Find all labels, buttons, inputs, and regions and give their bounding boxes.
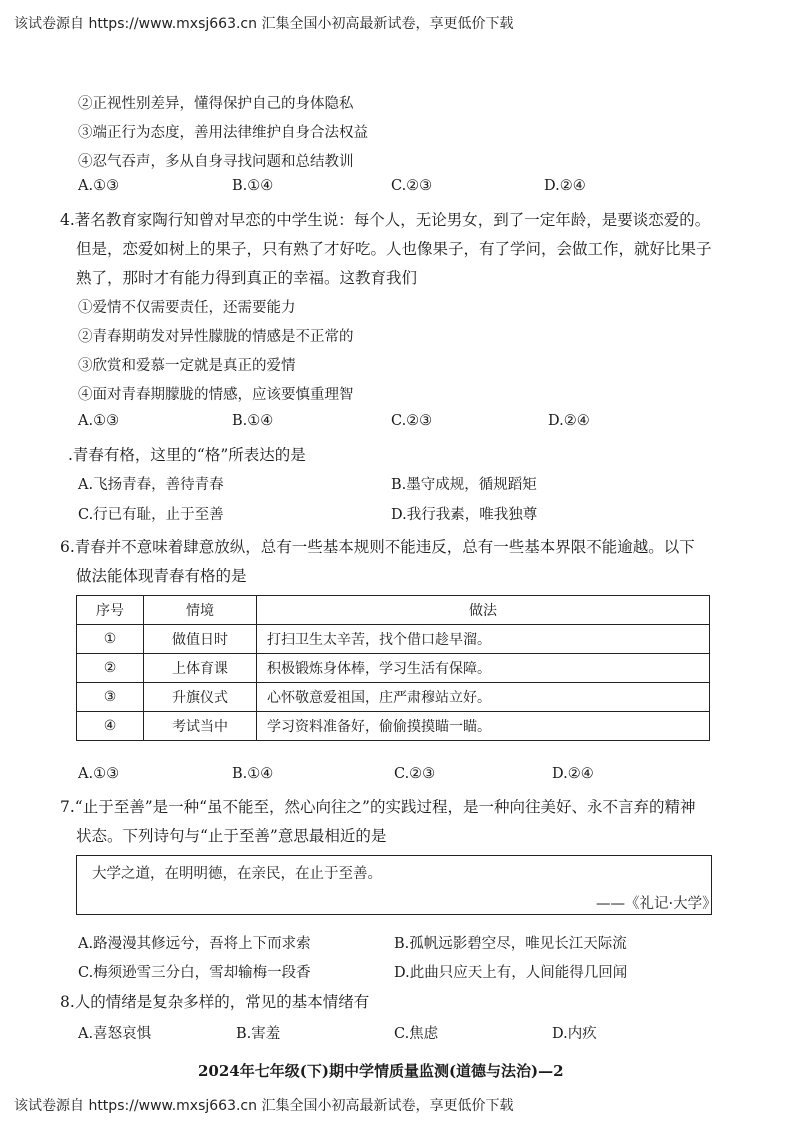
q4-stem-line-2: 但是，恋爱如树上的果子，只有熟了才好吃。人也像果子，有了学问，会做工作，就好比果子 [76,240,712,258]
q4-option-b[interactable]: B.①④ [232,413,274,429]
q6-option-d[interactable]: D.②④ [552,766,594,782]
situation-table [76,595,710,741]
q3-item-2: ②正视性别差异，懂得保护自己的身体隐私 [78,96,354,112]
q8-option-d[interactable]: D.内疚 [552,1026,597,1042]
header-practice: 做法 [257,596,710,625]
bottom-banner: 该试卷源自 https://www.mxsj663.cn 汇集全国小初高最新试卷，享更低价下载 [14,1098,514,1114]
q3-option-b[interactable]: B.①④ [232,178,274,194]
q4-item-2: ②青春期萌发对异性朦胧的情感是不正常的 [78,329,354,345]
q4-item-3: ③欣赏和爱慕一定就是真正的爱情 [78,358,296,374]
q7-option-d[interactable]: D.此曲只应天上有，人间能得几回闻 [394,965,628,981]
row-situation: 升旗仪式 [144,683,257,712]
row-number: ③ [77,683,144,712]
row-practice: 积极锻炼身体棒，学习生活有保障。 [257,654,710,683]
q7-option-b[interactable]: B.孤帆远影碧空尽，唯见长江天际流 [394,936,627,952]
q5-option-c[interactable]: C.行已有耻，止于至善 [78,507,224,523]
q4-item-1: ①爱情不仅需要责任，还需要能力 [78,300,296,316]
q4-option-a[interactable]: A.①③ [78,413,120,429]
row-practice: 心怀敬意爱祖国，庄严肃穆站立好。 [257,683,710,712]
row-practice: 学习资料准备好，偷偷摸摸瞄一瞄。 [257,712,710,741]
q3-option-a[interactable]: A.①③ [78,178,120,194]
q8-option-a[interactable]: A.喜怒哀惧 [78,1026,152,1042]
row-situation: 考试当中 [144,712,257,741]
header-situation: 情境 [144,596,257,625]
row-situation: 做值日时 [144,625,257,654]
q4-item-4: ④面对青春期朦胧的情感，应该要慎重理智 [78,387,354,403]
q7-option-a[interactable]: A.路漫漫其修远兮，吾将上下而求索 [78,936,311,952]
quote-text: 大学之道，在明明德，在亲民，在止于至善。 [92,866,382,882]
row-number: ① [77,625,144,654]
quote-source: ——《礼记·大学》 [596,896,717,912]
q5-option-a[interactable]: A.飞扬青春，善待青春 [78,477,224,493]
q5-stem: .青春有格，这里的“格”所表达的是 [68,446,306,464]
q7-stem-line-1: 7.“止于至善”是一种“虽不能至，然心向往之”的实践过程，是一种向往美好、永不言弃的精神 [60,798,696,816]
page-footer-title: 2024年七年级(下)期中学情质量监测(道德与法治)—2 [198,1062,564,1080]
row-number: ② [77,654,144,683]
q3-option-d[interactable]: D.②④ [544,178,586,194]
q7-option-c[interactable]: C.梅须逊雪三分白，雪却输梅一段香 [78,965,311,981]
table-header-row [77,596,710,625]
q6-option-a[interactable]: A.①③ [78,766,120,782]
table-row [77,654,710,683]
q6-option-b[interactable]: B.①④ [232,766,274,782]
q4-stem-line-3: 熟了，那时才有能力得到真正的幸福。这教育我们 [76,269,418,287]
row-situation: 上体育课 [144,654,257,683]
q4-stem-line-1: 4.著名教育家陶行知曾对早恋的中学生说：每个人，无论男女，到了一定年龄，是要谈恋爱的。 [60,211,711,229]
q8-stem: 8.人的情绪是复杂多样的，常见的基本情绪有 [60,993,370,1011]
q5-option-d[interactable]: D.我行我素，唯我独尊 [391,507,538,523]
q3-item-3: ③端正行为态度，善用法律维护自身合法权益 [78,125,368,141]
row-practice: 打扫卫生太辛苦，找个借口趁早溜。 [257,625,710,654]
q3-option-c[interactable]: C.②③ [391,178,433,194]
table-row [77,683,710,712]
q5-option-b[interactable]: B.墨守成规，循规蹈矩 [391,477,537,493]
row-number: ④ [77,712,144,741]
q8-option-b[interactable]: B.害羞 [236,1026,281,1042]
q4-option-d[interactable]: D.②④ [548,413,590,429]
q6-stem-line-2: 做法能体现青春有格的是 [76,567,247,585]
q8-option-c[interactable]: C.焦虑 [394,1026,439,1042]
table-row [77,625,710,654]
table-row [77,712,710,741]
q4-option-c[interactable]: C.②③ [391,413,433,429]
top-banner: 该试卷源自 https://www.mxsj663.cn 汇集全国小初高最新试卷，享更低价下载 [14,16,514,32]
header-number: 序号 [77,596,144,625]
q6-stem-line-1: 6.青春并不意味着肆意放纵，总有一些基本规则不能违反，总有一些基本界限不能逾越。以下 [60,538,695,556]
q6-option-c[interactable]: C.②③ [394,766,436,782]
q7-stem-line-2: 状态。下列诗句与“止于至善”意思最相近的是 [76,827,387,845]
q3-item-4: ④忍气吞声，多从自身寻找问题和总结教训 [78,154,354,170]
